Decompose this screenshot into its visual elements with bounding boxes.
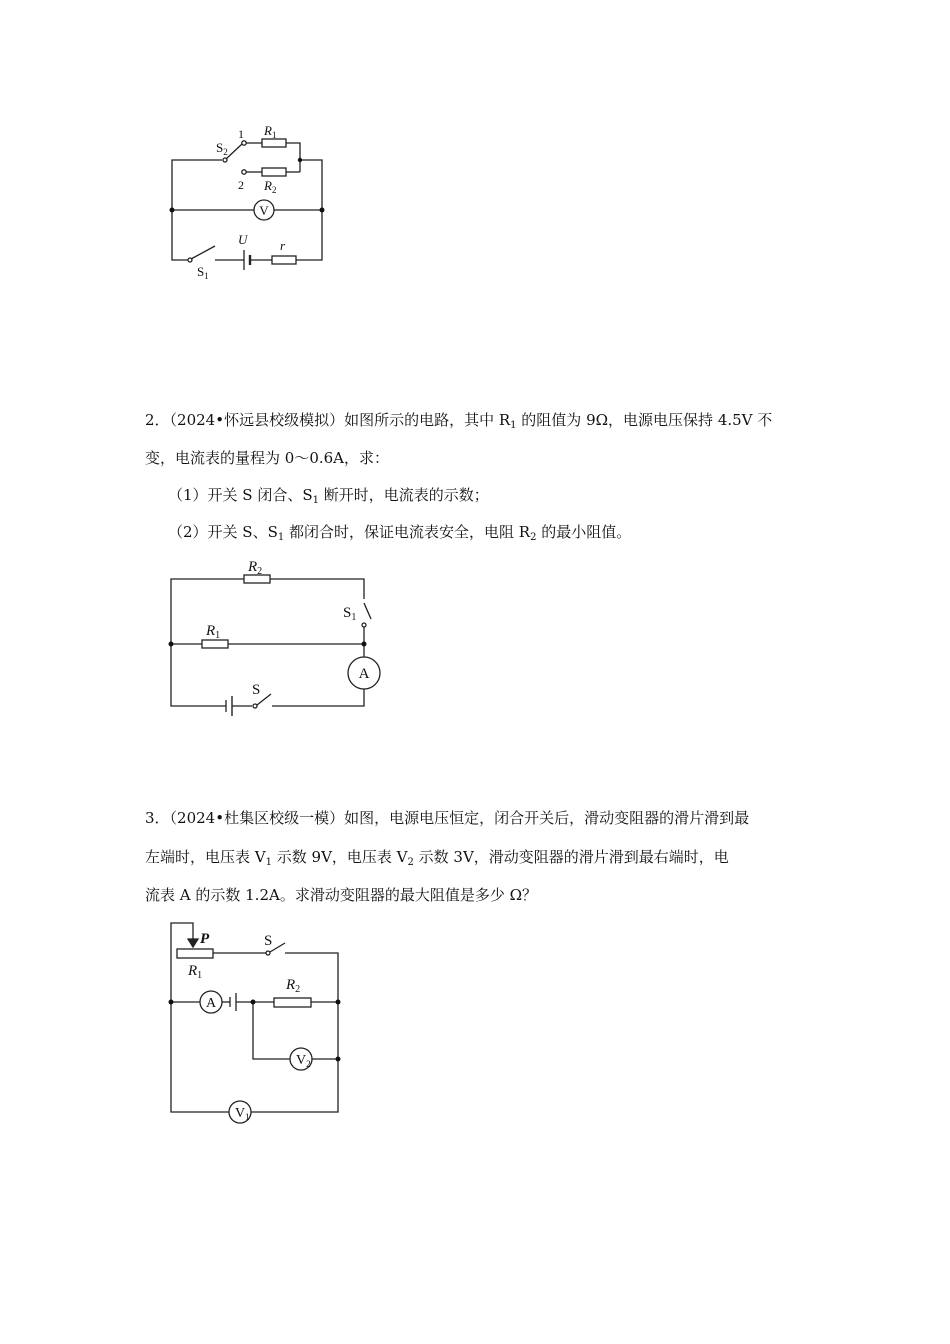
- q3-number: 3．: [145, 809, 170, 827]
- fig3-ammeter-label: A: [205, 996, 217, 1011]
- circuit-figure-3: [160, 915, 360, 1130]
- fig1-s1-label: S: [197, 264, 205, 279]
- circuit-figure-1: [160, 120, 340, 285]
- fig2-ammeter-label: A: [358, 666, 370, 682]
- fig1-voltmeter-label: V: [259, 203, 269, 218]
- fig1-u-label: U: [238, 232, 248, 247]
- q2-line-2: 变，电流表的量程为 0～0.6A，求：: [145, 449, 390, 467]
- fig1-r1-label: R: [264, 123, 272, 138]
- fig1-s2-label: S: [216, 140, 224, 155]
- fig1-position-2-label: 2: [238, 178, 244, 192]
- fig3-r1-label: R: [188, 963, 198, 979]
- fig2-r2-label: R: [248, 559, 258, 575]
- svg-text:V1: $V_1$: [235, 1106, 250, 1122]
- q2-part-2: （2）开关 S、$S_1$ 都闭合时，保证电流表安全，电阻 $R_2$ 的最小阻值。: [168, 523, 632, 543]
- q2-number: 2．: [145, 411, 170, 429]
- fig1-r2-label: R: [264, 178, 272, 193]
- fig3-p-label: P: [200, 931, 210, 947]
- fig2-s-label: S: [252, 682, 261, 698]
- fig1-position-1-label: 1: [238, 127, 244, 141]
- svg-text:R1: $R_1$: [206, 623, 221, 641]
- svg-text:R1: $R_1$: [264, 123, 277, 140]
- svg-text:R2: $R_2$: [264, 178, 277, 195]
- svg-text:R1: $R_1$: [188, 963, 203, 981]
- svg-text:R2: $R_2$: [286, 977, 301, 995]
- svg-text:R2: $R_2$: [248, 559, 263, 577]
- fig3-v1-label: V: [235, 1106, 246, 1121]
- q3-line-2: 左端时，电压表 $V_1$ 示数 9V，电压表 $V_2$ 示数 3V，滑动变阻器的滑片滑到最右端时，电: [145, 848, 729, 868]
- q2-source: （2024•怀远县校级模拟）: [169, 411, 345, 429]
- q3-line-3: 流表 A 的示数 1.2A。求滑动变阻器的最大阻值是多少 Ω？: [145, 886, 538, 904]
- svg-text:V2: $V_2$: [296, 1053, 311, 1069]
- svg-text:S2: $S_2$: [216, 140, 228, 157]
- q3-source: （2024•杜集区校级一模）: [169, 809, 345, 827]
- fig3-v2-label: V: [296, 1053, 307, 1068]
- circuit-figure-2: [160, 555, 400, 720]
- fig1-r-label: r: [280, 238, 286, 253]
- svg-text:S1: $S_1$: [343, 605, 357, 623]
- fig2-r1-label: R: [206, 623, 216, 639]
- svg-text:S1: $S_1$: [197, 264, 209, 281]
- fig3-r2-label: R: [286, 977, 296, 993]
- q2-line-1: 2．（2024•怀远县校级模拟）如图所示的电路，其中 $R_1$ 的阻值为 9Ω，电源电压保持 4.5V 不: [145, 411, 773, 431]
- q2-part-1: （1）开关 S 闭合、$S_1$ 断开时，电流表的示数；: [168, 486, 489, 506]
- fig2-s1-label: S: [343, 605, 352, 621]
- q3-line-1: 3．（2024•杜集区校级一模）如图，电源电压恒定，闭合开关后，滑动变阻器的滑片滑到最: [145, 809, 750, 827]
- fig3-s-label: S: [264, 933, 273, 949]
